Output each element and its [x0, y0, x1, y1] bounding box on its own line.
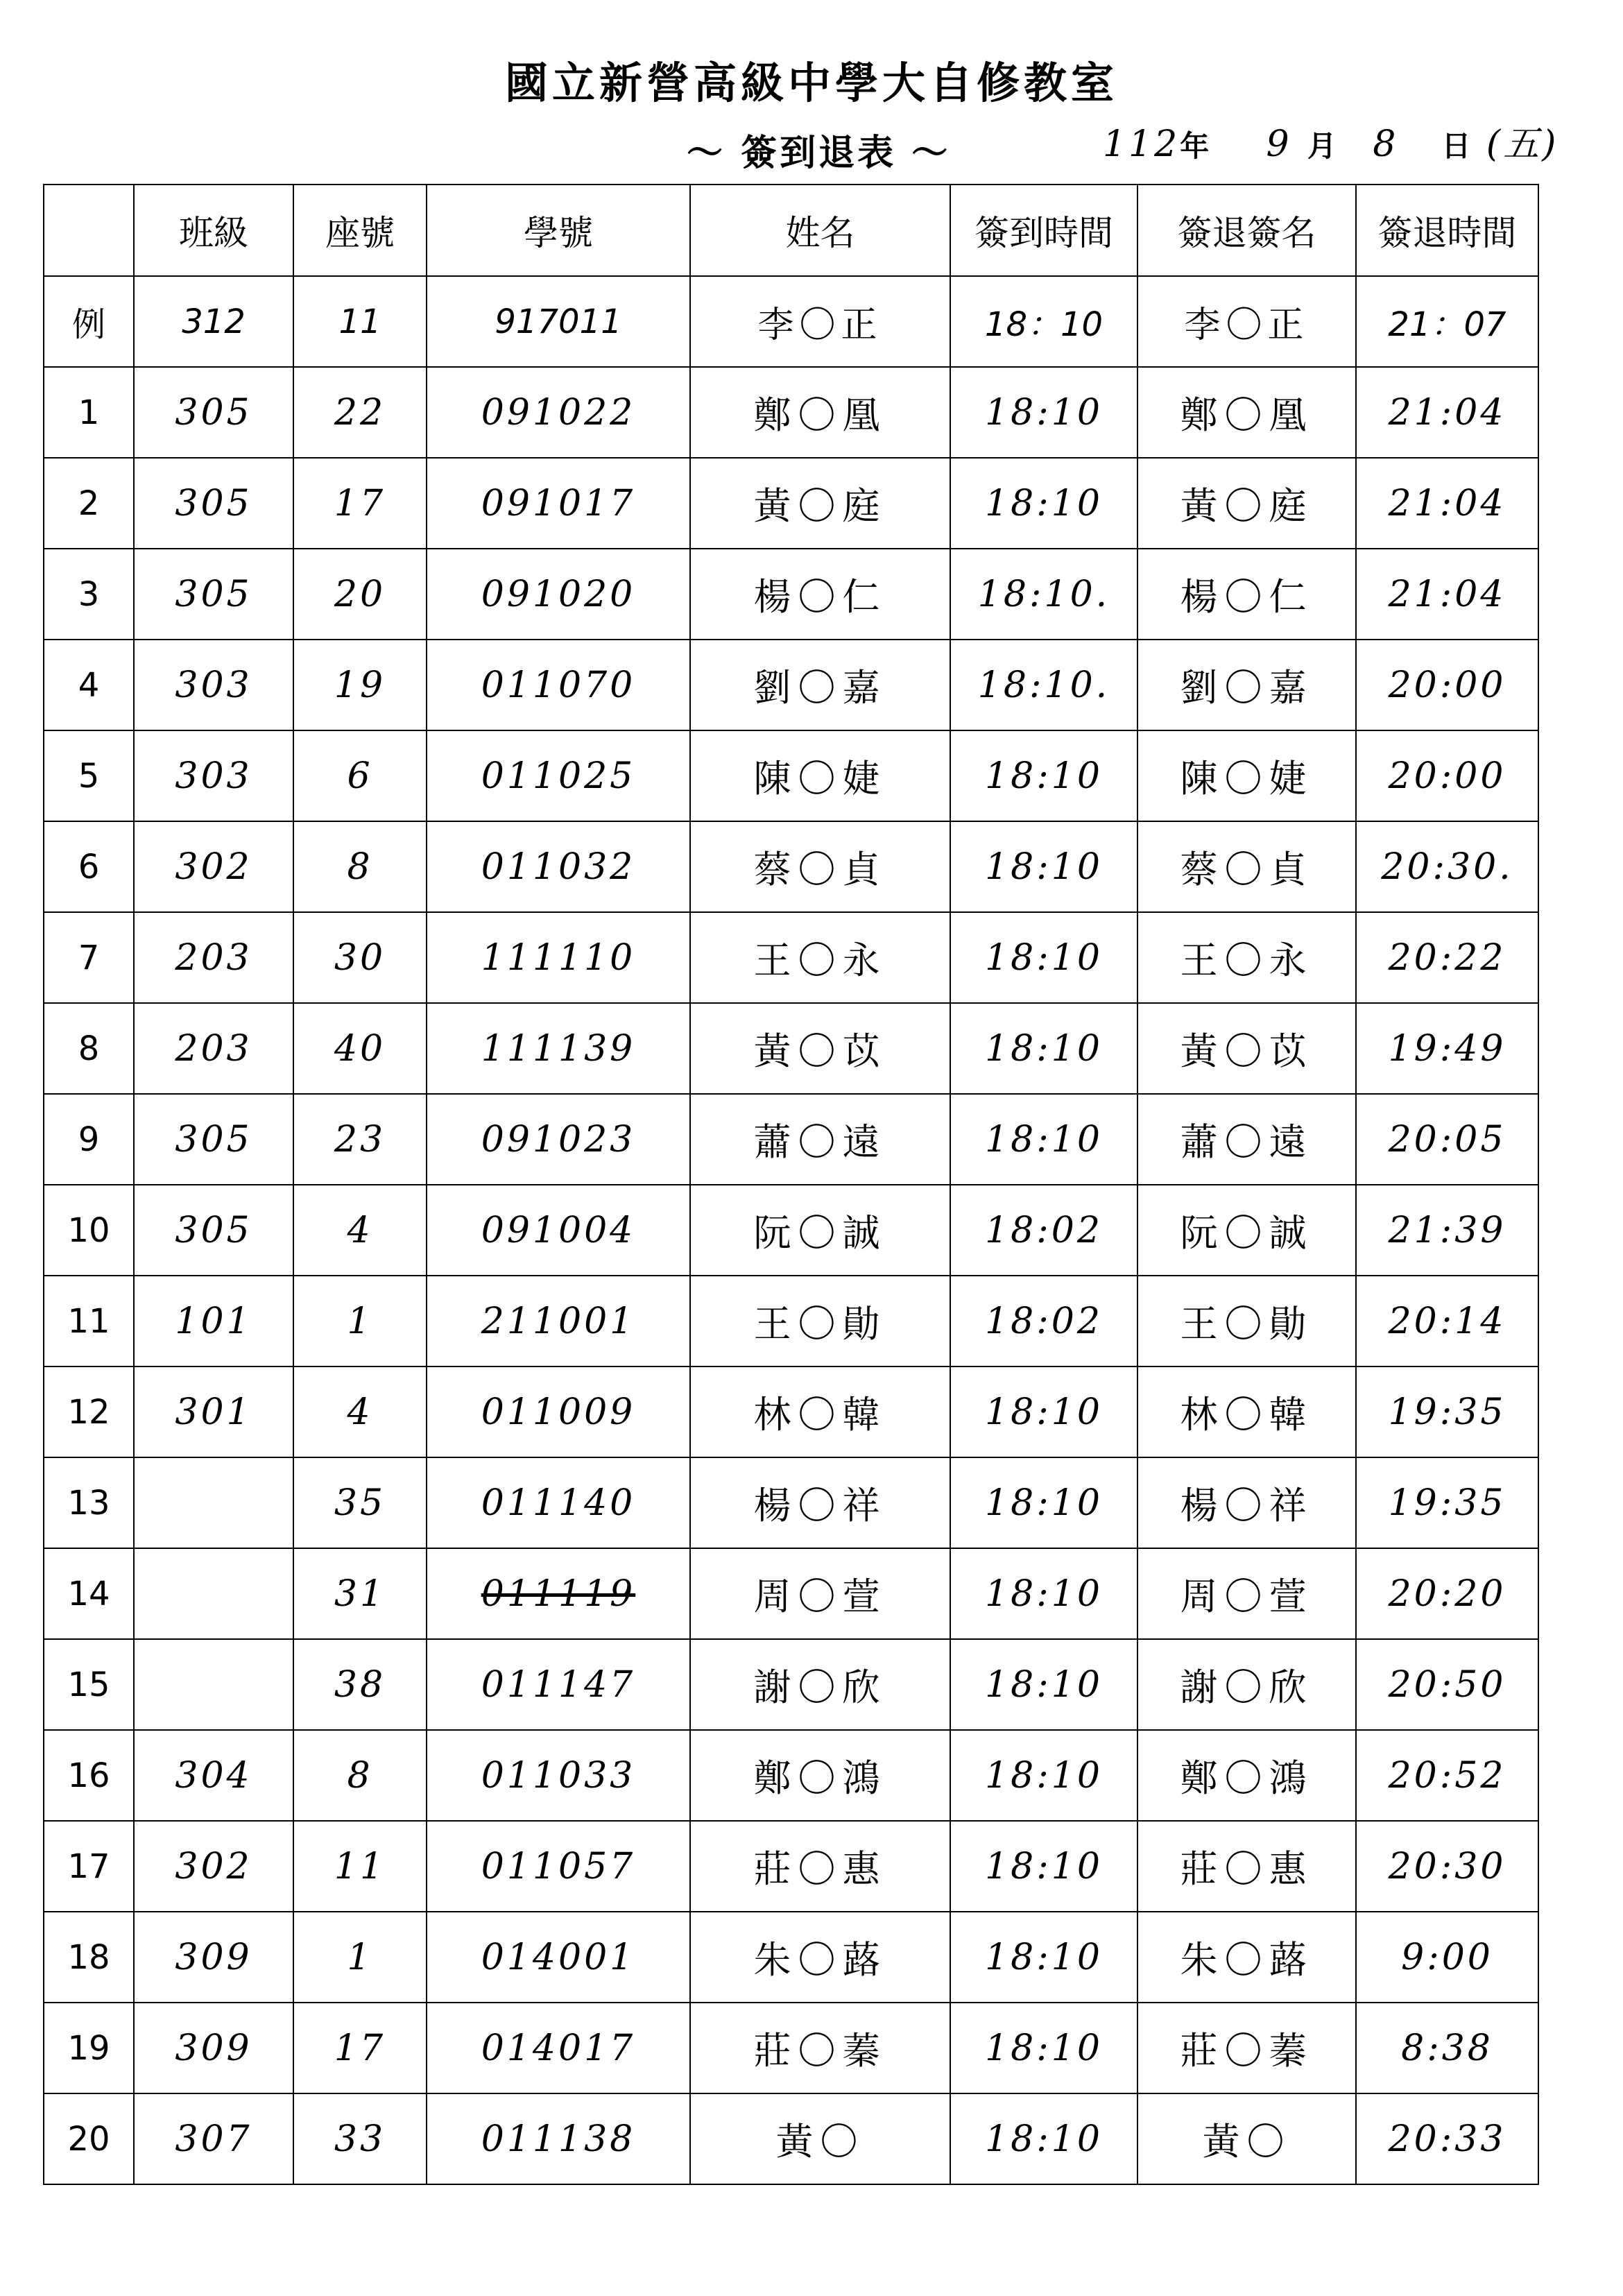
cell-student-id: 011009	[427, 1367, 690, 1457]
cell-seat: 31	[293, 1548, 427, 1639]
cell-class: 203	[134, 1003, 293, 1094]
cell-student-id: 011140	[427, 1457, 690, 1548]
cell-sign-in-time: 18:10	[950, 1730, 1137, 1821]
cell-sign-out-signature: 阮〇誠	[1137, 1185, 1356, 1276]
cell-sign-out-signature: 陳〇婕	[1137, 730, 1356, 821]
cell-name: 楊〇祥	[690, 1457, 950, 1548]
table-header-row	[44, 185, 1538, 276]
date-month-label: 月	[1307, 129, 1337, 163]
cell-name: 莊〇蓁	[690, 2003, 950, 2093]
cell-name: 阮〇誠	[690, 1185, 950, 1276]
cell-name: 蔡〇貞	[690, 821, 950, 912]
cell-name: 朱〇蕗	[690, 1912, 950, 2003]
cell-class: 305	[134, 367, 293, 458]
cell-class: 305	[134, 458, 293, 549]
cell-index: 19	[44, 2003, 134, 2093]
cell-sign-out-time: 8:38	[1356, 2003, 1538, 2093]
cell-sign-out-signature: 李〇正	[1137, 276, 1356, 367]
cell-seat: 1	[293, 1276, 427, 1367]
table-row	[44, 1821, 1538, 1912]
page-title: 國立新營高級中學大自修教室	[504, 58, 1118, 108]
cell-seat: 19	[293, 640, 427, 730]
table-row	[44, 1730, 1538, 1821]
cell-name: 謝〇欣	[690, 1639, 950, 1730]
cell-sign-in-time: 18：10	[950, 276, 1137, 367]
cell-index: 7	[44, 912, 134, 1003]
cell-sign-out-time: 20:50	[1356, 1639, 1538, 1730]
col-header-sign-in-time: 簽到時間	[950, 185, 1137, 276]
cell-seat: 20	[293, 549, 427, 640]
cell-sign-in-time: 18:10	[950, 1094, 1137, 1185]
cell-sign-in-time: 18:10	[950, 1548, 1137, 1639]
cell-index: 13	[44, 1457, 134, 1548]
cell-sign-out-signature: 劉〇嘉	[1137, 640, 1356, 730]
col-header-class: 班級	[134, 185, 293, 276]
cell-sign-out-time: 20:30.	[1356, 821, 1538, 912]
cell-sign-out-signature: 黃〇庭	[1137, 458, 1356, 549]
cell-sign-in-time: 18:10	[950, 1003, 1137, 1094]
cell-name: 周〇萱	[690, 1548, 950, 1639]
cell-name: 陳〇婕	[690, 730, 950, 821]
cell-sign-out-time: 20:05	[1356, 1094, 1538, 1185]
cell-sign-in-time: 18:10	[950, 730, 1137, 821]
table-row	[44, 1639, 1538, 1730]
cell-sign-out-time: 19:35	[1356, 1457, 1538, 1548]
cell-class: 304	[134, 1730, 293, 1821]
cell-student-id: 011147	[427, 1639, 690, 1730]
cell-student-id: 091020	[427, 549, 690, 640]
cell-class: 309	[134, 2003, 293, 2093]
cell-student-id: 014017	[427, 2003, 690, 2093]
cell-student-id: 111110	[427, 912, 690, 1003]
cell-sign-out-signature: 楊〇祥	[1137, 1457, 1356, 1548]
cell-class: 305	[134, 1185, 293, 1276]
cell-class: 303	[134, 730, 293, 821]
cell-seat: 33	[293, 2093, 427, 2184]
date-year: 112	[1103, 123, 1180, 165]
cell-sign-out-time: 20:52	[1356, 1730, 1538, 1821]
cell-seat: 1	[293, 1912, 427, 2003]
cell-student-id: 014001	[427, 1912, 690, 2003]
cell-sign-out-signature: 王〇永	[1137, 912, 1356, 1003]
cell-student-id: 011138	[427, 2093, 690, 2184]
cell-sign-in-time: 18:10	[950, 912, 1137, 1003]
cell-sign-in-time: 18:02	[950, 1276, 1137, 1367]
cell-name: 劉〇嘉	[690, 640, 950, 730]
cell-sign-out-signature: 楊〇仁	[1137, 549, 1356, 640]
cell-seat: 17	[293, 2003, 427, 2093]
cell-sign-out-signature: 林〇韓	[1137, 1367, 1356, 1457]
cell-class	[134, 1639, 293, 1730]
cell-student-id: 011025	[427, 730, 690, 821]
cell-sign-in-time: 18:10	[950, 1639, 1137, 1730]
col-header-seat: 座號	[293, 185, 427, 276]
cell-seat: 11	[293, 1821, 427, 1912]
cell-student-id: 211001	[427, 1276, 690, 1367]
cell-sign-out-time: 20:00	[1356, 640, 1538, 730]
cell-seat: 30	[293, 912, 427, 1003]
cell-class: 303	[134, 640, 293, 730]
cell-class: 203	[134, 912, 293, 1003]
table-row	[44, 1457, 1538, 1548]
cell-student-id: 091017	[427, 458, 690, 549]
cell-sign-out-time: 21：07	[1356, 276, 1538, 367]
cell-student-id: 111139	[427, 1003, 690, 1094]
cell-index: 2	[44, 458, 134, 549]
cell-index: 14	[44, 1548, 134, 1639]
table-row	[44, 1367, 1538, 1457]
cell-student-id: 011032	[427, 821, 690, 912]
cell-sign-out-time: 19:35	[1356, 1367, 1538, 1457]
cell-sign-out-signature: 蕭〇遠	[1137, 1094, 1356, 1185]
cell-sign-out-signature: 黃〇苡	[1137, 1003, 1356, 1094]
cell-class: 307	[134, 2093, 293, 2184]
cell-name: 蕭〇遠	[690, 1094, 950, 1185]
cell-sign-out-time: 21:04	[1356, 549, 1538, 640]
cell-sign-in-time: 18:10	[950, 2003, 1137, 2093]
date-line	[1103, 111, 1558, 168]
table-row	[44, 821, 1538, 912]
col-header-sign-out-time: 簽退時間	[1356, 185, 1538, 276]
cell-sign-out-signature: 王〇勛	[1137, 1276, 1356, 1367]
col-header-name: 姓名	[690, 185, 950, 276]
table-row	[44, 1276, 1538, 1367]
cell-name: 李〇正	[690, 276, 950, 367]
cell-student-id: 091023	[427, 1094, 690, 1185]
cell-student-id: 091004	[427, 1185, 690, 1276]
cell-sign-in-time: 18:10	[950, 1367, 1137, 1457]
cell-sign-out-signature: 鄭〇鴻	[1137, 1730, 1356, 1821]
cell-seat: 35	[293, 1457, 427, 1548]
cell-seat: 22	[293, 367, 427, 458]
cell-seat: 17	[293, 458, 427, 549]
cell-class: 305	[134, 549, 293, 640]
table-row	[44, 2093, 1538, 2184]
cell-index: 11	[44, 1276, 134, 1367]
table-row	[44, 458, 1538, 549]
table-row	[44, 640, 1538, 730]
date-day: 8	[1373, 123, 1399, 165]
col-header-student-id: 學號	[427, 185, 690, 276]
cell-seat: 38	[293, 1639, 427, 1730]
cell-sign-out-time: 20:20	[1356, 1548, 1538, 1639]
cell-seat: 40	[293, 1003, 427, 1094]
cell-name: 莊〇惠	[690, 1821, 950, 1912]
cell-sign-out-time: 21:04	[1356, 458, 1538, 549]
date-weekday: (五)	[1486, 123, 1559, 165]
cell-seat: 4	[293, 1185, 427, 1276]
cell-name: 黃〇庭	[690, 458, 950, 549]
cell-index: 17	[44, 1821, 134, 1912]
table-row	[44, 2003, 1538, 2093]
cell-class: 305	[134, 1094, 293, 1185]
cell-sign-out-signature: 朱〇蕗	[1137, 1912, 1356, 2003]
cell-sign-out-time: 20:22	[1356, 912, 1538, 1003]
table-row	[44, 1003, 1538, 1094]
table-row	[44, 1548, 1538, 1639]
cell-index: 16	[44, 1730, 134, 1821]
table-row	[44, 1912, 1538, 2003]
table-row	[44, 549, 1538, 640]
cell-index: 例	[44, 276, 134, 367]
cell-class: 312	[134, 276, 293, 367]
table-row	[44, 730, 1538, 821]
cell-class: 301	[134, 1367, 293, 1457]
cell-class: 302	[134, 821, 293, 912]
table-row	[44, 912, 1538, 1003]
cell-index: 9	[44, 1094, 134, 1185]
cell-index: 15	[44, 1639, 134, 1730]
cell-sign-out-time: 20:14	[1356, 1276, 1538, 1367]
cell-sign-in-time: 18:10	[950, 1821, 1137, 1912]
cell-student-id: 011119	[427, 1548, 690, 1639]
cell-name: 黃〇苡	[690, 1003, 950, 1094]
cell-sign-in-time: 18:10	[950, 1912, 1137, 2003]
page-subtitle: ～ 簽到退表 ～	[687, 132, 951, 174]
cell-sign-in-time: 18:10	[950, 821, 1137, 912]
cell-sign-in-time: 18:10	[950, 458, 1137, 549]
cell-name: 王〇永	[690, 912, 950, 1003]
cell-student-id: 011070	[427, 640, 690, 730]
cell-sign-out-time: 9:00	[1356, 1912, 1538, 2003]
cell-sign-out-signature: 謝〇欣	[1137, 1639, 1356, 1730]
cell-sign-out-signature: 蔡〇貞	[1137, 821, 1356, 912]
cell-class	[134, 1548, 293, 1639]
cell-name: 鄭〇凰	[690, 367, 950, 458]
cell-index: 3	[44, 549, 134, 640]
table-row	[44, 367, 1538, 458]
cell-student-id: 011033	[427, 1730, 690, 1821]
cell-seat: 8	[293, 1730, 427, 1821]
cell-sign-out-time: 21:39	[1356, 1185, 1538, 1276]
cell-index: 10	[44, 1185, 134, 1276]
cell-sign-out-signature: 莊〇蓁	[1137, 2003, 1356, 2093]
cell-sign-out-time: 19:49	[1356, 1003, 1538, 1094]
cell-sign-in-time: 18:10	[950, 2093, 1137, 2184]
cell-class	[134, 1457, 293, 1548]
cell-index: 8	[44, 1003, 134, 1094]
cell-student-id: 917011	[427, 276, 690, 367]
cell-sign-in-time: 18:10	[950, 367, 1137, 458]
cell-name: 林〇韓	[690, 1367, 950, 1457]
col-header-index	[44, 185, 134, 276]
cell-name: 鄭〇鴻	[690, 1730, 950, 1821]
cell-sign-out-signature: 莊〇惠	[1137, 1821, 1356, 1912]
cell-name: 楊〇仁	[690, 549, 950, 640]
table-row	[44, 1185, 1538, 1276]
cell-student-id: 091022	[427, 367, 690, 458]
cell-index: 6	[44, 821, 134, 912]
example-row	[44, 276, 1538, 367]
cell-index: 4	[44, 640, 134, 730]
cell-sign-out-signature: 周〇萱	[1137, 1548, 1356, 1639]
cell-class: 302	[134, 1821, 293, 1912]
cell-seat: 8	[293, 821, 427, 912]
col-header-sign-out-signature: 簽退簽名	[1137, 185, 1356, 276]
cell-name: 王〇勛	[690, 1276, 950, 1367]
cell-sign-out-time: 20:00	[1356, 730, 1538, 821]
date-year-label: 年	[1180, 129, 1210, 163]
cell-index: 12	[44, 1367, 134, 1457]
cell-sign-in-time: 18:02	[950, 1185, 1137, 1276]
cell-sign-in-time: 18:10	[950, 1457, 1137, 1548]
cell-sign-out-time: 20:30	[1356, 1821, 1538, 1912]
cell-student-id: 011057	[427, 1821, 690, 1912]
cell-seat: 6	[293, 730, 427, 821]
table-row	[44, 1094, 1538, 1185]
cell-sign-out-signature: 黃〇	[1137, 2093, 1356, 2184]
sign-in-table	[43, 184, 1539, 2185]
cell-seat: 4	[293, 1367, 427, 1457]
cell-seat: 23	[293, 1094, 427, 1185]
date-day-label: 日	[1441, 129, 1471, 163]
cell-class: 309	[134, 1912, 293, 2003]
cell-sign-in-time: 18:10.	[950, 640, 1137, 730]
cell-index: 20	[44, 2093, 134, 2184]
date-month: 9	[1266, 123, 1292, 165]
cell-index: 18	[44, 1912, 134, 2003]
cell-sign-out-time: 21:04	[1356, 367, 1538, 458]
cell-sign-out-time: 20:33	[1356, 2093, 1538, 2184]
cell-class: 101	[134, 1276, 293, 1367]
cell-sign-in-time: 18:10.	[950, 549, 1137, 640]
cell-seat: 11	[293, 276, 427, 367]
cell-index: 1	[44, 367, 134, 458]
cell-name: 黃〇	[690, 2093, 950, 2184]
cell-index: 5	[44, 730, 134, 821]
cell-sign-out-signature: 鄭〇凰	[1137, 367, 1356, 458]
